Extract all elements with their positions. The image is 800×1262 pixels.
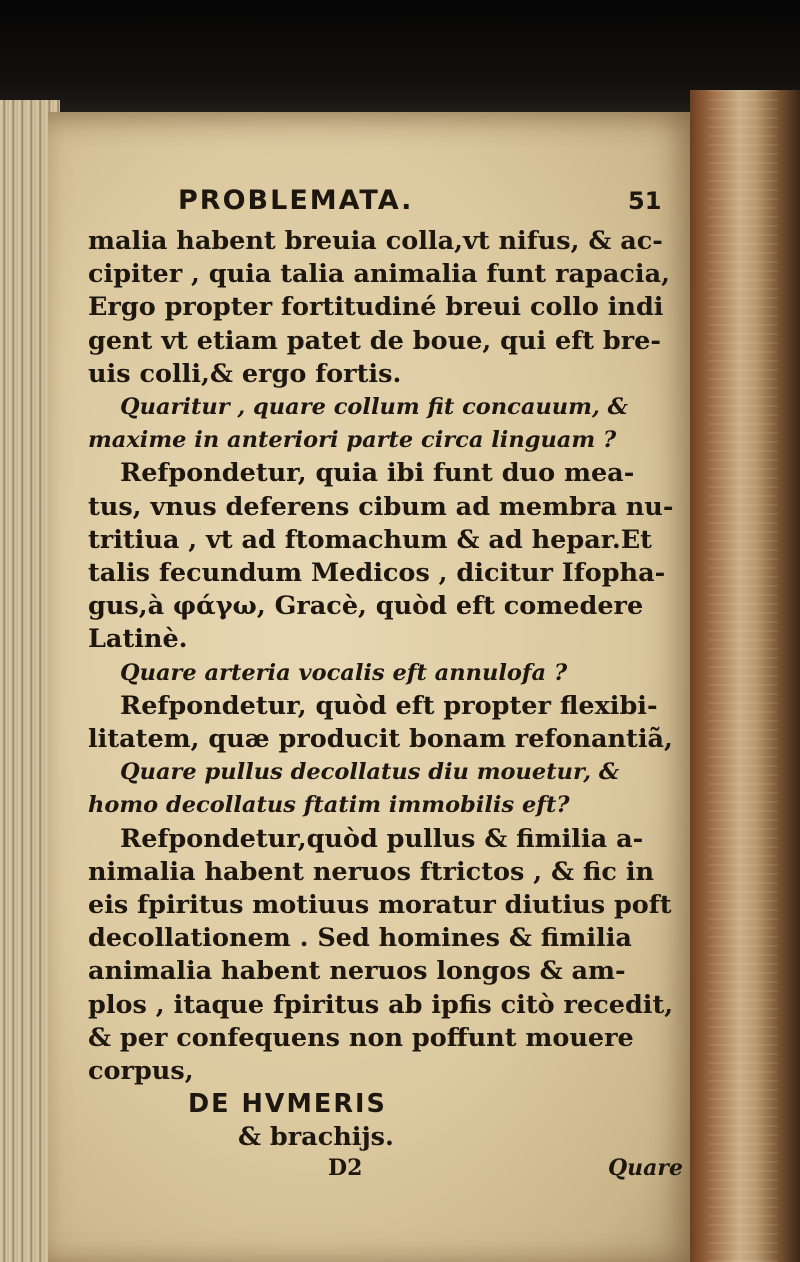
running-title: PROBLEMATA.: [178, 185, 414, 216]
text-line: malia habent breuia colla,vt nifus, & ac-: [88, 226, 663, 256]
text-line: Refpondetur, quòd eft propter flexibi-: [120, 690, 658, 721]
text-line: plos , itaque fpiritus ab ipfis citò recedit,: [88, 989, 674, 1020]
text-line: homo decollatus ftatim immobilis eft?: [88, 792, 570, 819]
text-line: Refpondetur,quòd pullus & fimilia a-: [120, 823, 644, 854]
text-line: eis fpiritus motiuus moratur diutius poft: [88, 890, 672, 921]
text-line: & brachijs.: [238, 1122, 394, 1153]
page-number: 51: [628, 187, 662, 215]
text-line: & per confequens non poffunt mouere: [88, 1022, 634, 1053]
text-line: talis fecundum Medicos , dicitur Ifopha-: [88, 558, 666, 589]
text-line: litatem, quæ producit bonam refonantiã,: [88, 724, 673, 755]
text-line: animalia habent neruos longos & am-: [88, 956, 626, 987]
text-line: gus,à φάγω, Gracè, quòd eft comedere: [88, 591, 644, 622]
text-line: DE HVMERIS: [188, 1089, 387, 1120]
text-line: Quare pullus decollatus diu mouetur, &: [120, 759, 620, 786]
page-header: [178, 185, 688, 225]
catchword: Quare: [608, 1154, 684, 1181]
text-line: tus, vnus deferens cibum ad membra nu-: [88, 491, 674, 522]
text-line: Quare arteria vocalis eft annulofa ?: [120, 659, 568, 686]
book-binding: [690, 90, 800, 1262]
text-lines: [88, 225, 688, 1155]
signature-mark: D2: [328, 1154, 363, 1181]
text-line: decollationem . Sed homines & fimilia: [88, 923, 632, 954]
text-line: Ergo propter fortitudiné breui collo indi: [88, 292, 664, 323]
text-line: Quaritur , quare collum fit concauum, &: [120, 394, 628, 421]
text-line: uis colli,& ergo fortis.: [88, 358, 402, 389]
text-line: corpus,: [88, 1056, 194, 1087]
text-line: tritiua , vt ad ftomachum & ad hepar.Et: [88, 524, 652, 555]
text-line: gent vt etiam patet de boue, qui eft bre-: [88, 325, 661, 356]
text-line: maxime in anteriori parte circa linguam ?: [88, 427, 617, 454]
text-line: Latinè.: [88, 624, 188, 655]
dark-background: [0, 0, 800, 130]
text-line: nimalia habent neruos ftrictos , & fic in: [88, 856, 655, 887]
text-line: cipiter , quia talia animalia funt rapacia,: [88, 259, 670, 290]
page-footer: [88, 1155, 688, 1189]
text-line: Refpondetur, quia ibi funt duo mea-: [120, 458, 635, 489]
page-text: [88, 185, 688, 1189]
